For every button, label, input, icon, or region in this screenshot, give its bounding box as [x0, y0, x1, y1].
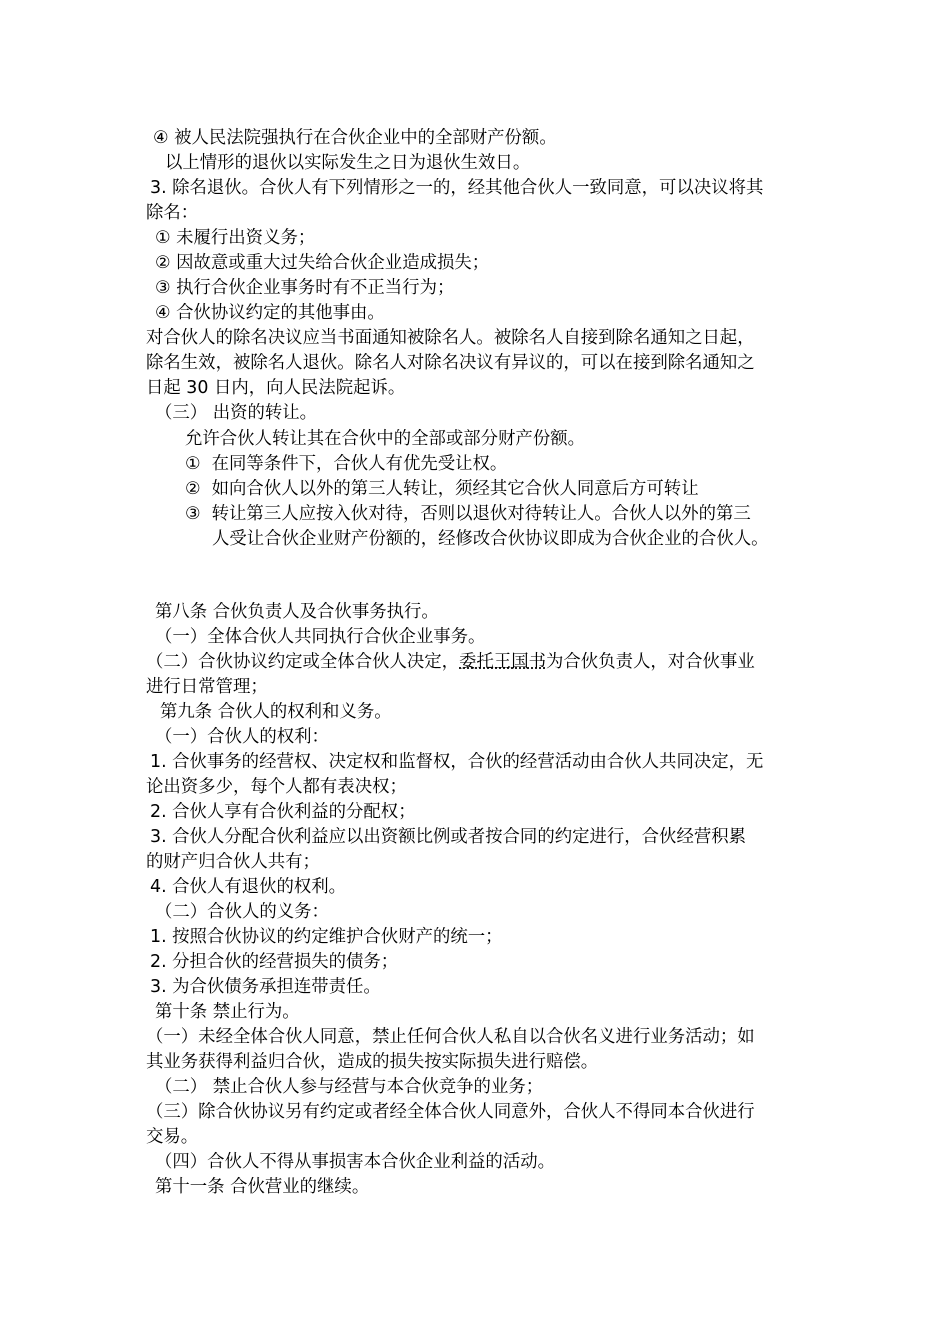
- text-line: 日起 30 日内，向人民法院起诉。: [146, 378, 406, 398]
- article-heading: 第十一条 合伙营业的继续。: [155, 1177, 370, 1197]
- text-segment: 为合伙负责人，对合伙事业: [546, 652, 755, 672]
- article-heading: 第九条 合伙人的权利和义务。: [160, 702, 392, 722]
- section-heading: （三） 出资的转让。: [155, 403, 318, 423]
- text-line: ① 在同等条件下，合伙人有优先受让权。: [185, 454, 508, 474]
- text-line: 的财产归合伙人共有；: [146, 852, 320, 872]
- text-line: 4. 合伙人有退伙的权利。: [150, 877, 347, 897]
- text-line: ④ 合伙协议约定的其他事由。: [155, 303, 385, 323]
- article-heading: 第十条 禁止行为。: [155, 1002, 300, 1022]
- text-line: 其业务获得利益归合伙，造成的损失按实际损失进行赔偿。: [146, 1052, 599, 1072]
- text-line: 2. 合伙人享有合伙利益的分配权；: [150, 802, 416, 822]
- section-heading: （二）合伙人的义务：: [155, 902, 329, 922]
- text-line: 1. 合伙事务的经营权、决定权和监督权，合伙的经营活动由合伙人共同决定，无: [150, 752, 764, 772]
- text-line: 人受让合伙企业财产份额的，经修改合伙协议即成为合伙企业的合伙人。: [212, 529, 769, 549]
- text-line: 3. 除名退伙。合伙人有下列情形之一的，经其他合伙人一致同意，可以决议将其: [150, 178, 764, 198]
- article-heading: 第八条 合伙负责人及合伙事务执行。: [155, 602, 439, 622]
- text-line: （四）合伙人不得从事损害本合伙企业利益的活动。: [155, 1152, 555, 1172]
- text-line: 3. 为合伙债务承担连带责任。: [150, 977, 381, 997]
- text-line: 对合伙人的除名决议应当书面通知被除名人。被除名人自接到除名通知之日起，: [146, 328, 755, 348]
- text-line: [146, 650, 755, 674]
- delegate-name: 委托王国书: [459, 652, 547, 672]
- text-line: 2. 分担合伙的经营损失的债务；: [150, 952, 399, 972]
- text-line: ③ 转让第三人应按入伙对待，否则以退伙对待转让人。合伙人以外的第三: [185, 504, 751, 524]
- text-line: 进行日常管理；: [146, 677, 268, 697]
- text-line: 允许合伙人转让其在合伙中的全部或部分财产份额。: [185, 429, 585, 449]
- text-line: 3. 合伙人分配合伙利益应以出资额比例或者按合同的约定进行，合伙经营积累: [150, 827, 747, 847]
- text-line: （二） 禁止合伙人参与经营与本合伙竞争的业务；: [155, 1077, 544, 1097]
- text-line: 1. 按照合伙协议的约定维护合伙财产的统一；: [150, 927, 503, 947]
- text-line: ③ 执行合伙企业事务时有不正当行为；: [155, 278, 455, 298]
- text-line: （一）全体合伙人共同执行合伙企业事务。: [155, 627, 486, 647]
- text-line: 除名：: [146, 203, 199, 223]
- text-line: 除名生效，被除名人退伙。除名人对除名决议有异议的，可以在接到除名通知之: [146, 353, 755, 373]
- section-heading: （一）合伙人的权利：: [155, 727, 329, 747]
- text-line: ④ 被人民法院强执行在合伙企业中的全部财产份额。: [153, 128, 557, 148]
- text-line: ① 未履行出资义务；: [155, 228, 316, 248]
- text-line: 论出资多少，每个人都有表决权；: [146, 777, 407, 797]
- text-line: 以上情形的退伙以实际发生之日为退伙生效日。: [165, 153, 531, 173]
- text-segment: （二）合伙协议约定或全体合伙人决定，: [146, 652, 460, 672]
- text-line: ② 如向合伙人以外的第三人转让，须经其它合伙人同意后方可转让: [185, 479, 699, 499]
- text-line: （一）未经全体合伙人同意，禁止任何合伙人私自以合伙名义进行业务活动；如: [146, 1027, 755, 1047]
- text-line: 交易。: [146, 1127, 199, 1147]
- text-line: （三）除合伙协议另有约定或者经全体合伙人同意外，合伙人不得同本合伙进行: [146, 1102, 755, 1122]
- text-line: ② 因故意或重大过失给合伙企业造成损失；: [155, 253, 490, 273]
